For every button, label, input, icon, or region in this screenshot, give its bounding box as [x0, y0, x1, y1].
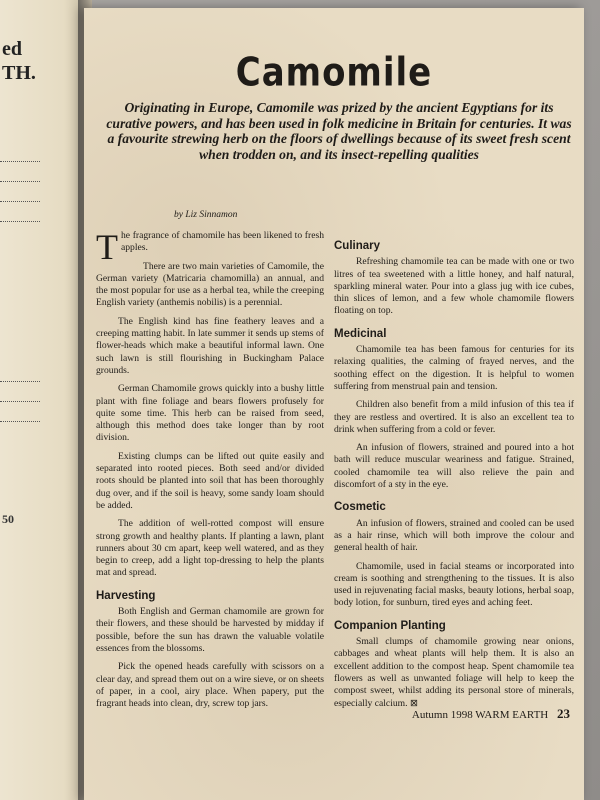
paragraph: Existing clumps can be lifted out quite easily and separated into rooted pieces. Both seed and/or divided roots should be planted into soil that has been thoroughly dug over, and if the soil is heavy, some sandy loam should be added. — [96, 450, 324, 511]
article-intro: Originating in Europe, Camomile was prized by the ancient Egyptians for its curative powers, and has been used in folk medicine in Britain for centuries. It was a favourite strewing herb on the floors of dwellings because of its sweet fresh scent when trodden on, and its insect-repelling qualities — [106, 100, 572, 162]
paragraph: Children also benefit from a mild infusion of this tea if they are restless and overtired. It is also an excellent tea to drink when suffering from a cold or fever. — [334, 399, 574, 435]
end-mark-icon: ⊠ — [409, 697, 418, 709]
paragraph: An infusion of flowers, strained and poured into a hot bath will reduce muscular weariness and fatigue. Strained, cooled chamomile tea will also relieve the pain and discomfort of a sty in the eye. — [334, 442, 574, 491]
paragraph: The fragrance of chamomile has been likened to fresh apples. — [96, 227, 324, 267]
left-page-dotted-line — [0, 200, 40, 202]
harvesting-heading: Harvesting — [96, 589, 156, 602]
paragraph: Pick the opened heads carefully with scissors on a clear day, and spread them out on a wire sieve, or on sheets of paper, in a cool, airy place. When papery, put the fragrant heads into clean, dry, screw top jars. — [96, 661, 324, 710]
paragraph: Both English and German chamomile are grown for their flowers, and these should be harvested by midday if possible, before the sun has drawn the valuable volatile essences from the blossoms. — [96, 606, 324, 654]
left-page-fragment-line2: TH. — [2, 62, 36, 84]
culinary-heading: Culinary — [334, 240, 381, 252]
magazine-page — [84, 8, 584, 800]
left-page-dotted-line — [0, 420, 40, 422]
paragraph: An infusion of flowers, strained and cooled can be used as a hair rinse, which will both improve the colour and general health of hair. — [334, 517, 574, 554]
paragraph: There are two main varieties of Camomile, the German variety (Matricaria chamomilla) an annual, and the most popular for use as a herbal tea, while the creeping English variety (anthemis nobilis) is a perennial. — [96, 260, 324, 309]
page-footer — [412, 706, 570, 722]
left-page-dotted-line — [0, 400, 40, 402]
left-column — [96, 227, 324, 716]
companion-planting-heading: Companion Planting — [334, 619, 446, 632]
magazine-name: WARM EARTH — [475, 709, 549, 721]
medicinal-heading: Medicinal — [334, 327, 387, 340]
left-page-dotted-line — [0, 180, 40, 182]
left-page-dotted-line — [0, 160, 40, 162]
byline: by Liz Sinnamon — [174, 210, 238, 220]
cosmetic-heading: Cosmetic — [334, 501, 386, 514]
article-title: Camomile — [235, 50, 433, 96]
paragraph: The English kind has fine feathery leaves and a creeping matting habit. In late summer it sends up stems of flower-heads which make a beautiful informal lawn. One such lawn is still flourishing in Buckingham Palace grounds. — [96, 315, 324, 376]
paragraph: Chamomile tea has been famous for centuries for its relaxing qualities, the calming of frayed nerves, and the soothing effect on the digestion. It is helpful to women suffering from menstrual pain and tension. — [334, 344, 574, 392]
drop-cap: T — [96, 227, 118, 267]
left-page-fragment-line1: ed — [2, 38, 22, 60]
left-page-fragment — [0, 0, 85, 800]
issue-date: Autumn 1998 — [411, 709, 473, 721]
right-column — [334, 240, 574, 716]
paragraph: Chamomile, used in facial steams or incorporated into cream is soothing and strengthening to the tissues. It is also used in rejuvenating facial masks, beauty lotions, herbal soap, body lotion, for sunburn, tired eyes and aching feet. — [334, 560, 574, 609]
paragraph: Refreshing chamomile tea can be made with one or two litres of tea sweetened with a little honey, and half natural, sparkling mineral water. Pour into a glass jug with ice cubes, thin slices of lemon, and a few whole chamomile flowers floating on top. — [334, 256, 574, 317]
page-number: 23 — [557, 706, 570, 721]
left-page-dotted-line — [0, 220, 40, 222]
paragraph: German Chamomile grows quickly into a bushy little plant with fine foliage and bears flowers profusely for quite some time. This herb can be raised from seed, although this method does take longer than by root division. — [96, 383, 324, 444]
left-page-dotted-line — [0, 380, 40, 382]
paragraph: The addition of well-rotted compost will ensure strong growth and healthy plants. If planting a lawn, plant runners about 30 cm apart, keep well watered, and as they begin to creep, add a light top-dressing to help the plants mat and spread. — [96, 518, 324, 579]
paragraph: Small clumps of chamomile growing near onions, cabbages and wheat plants will help them. It is also an excellent addition to the compost heap. Spent chamomile tea flowers as well as unwanted foliage will help to keep the compost sweet, whilst adding its personal store of minerals, especially calcium. ⊠ — [334, 636, 574, 709]
left-page-fragment-number: 50 — [2, 512, 14, 526]
